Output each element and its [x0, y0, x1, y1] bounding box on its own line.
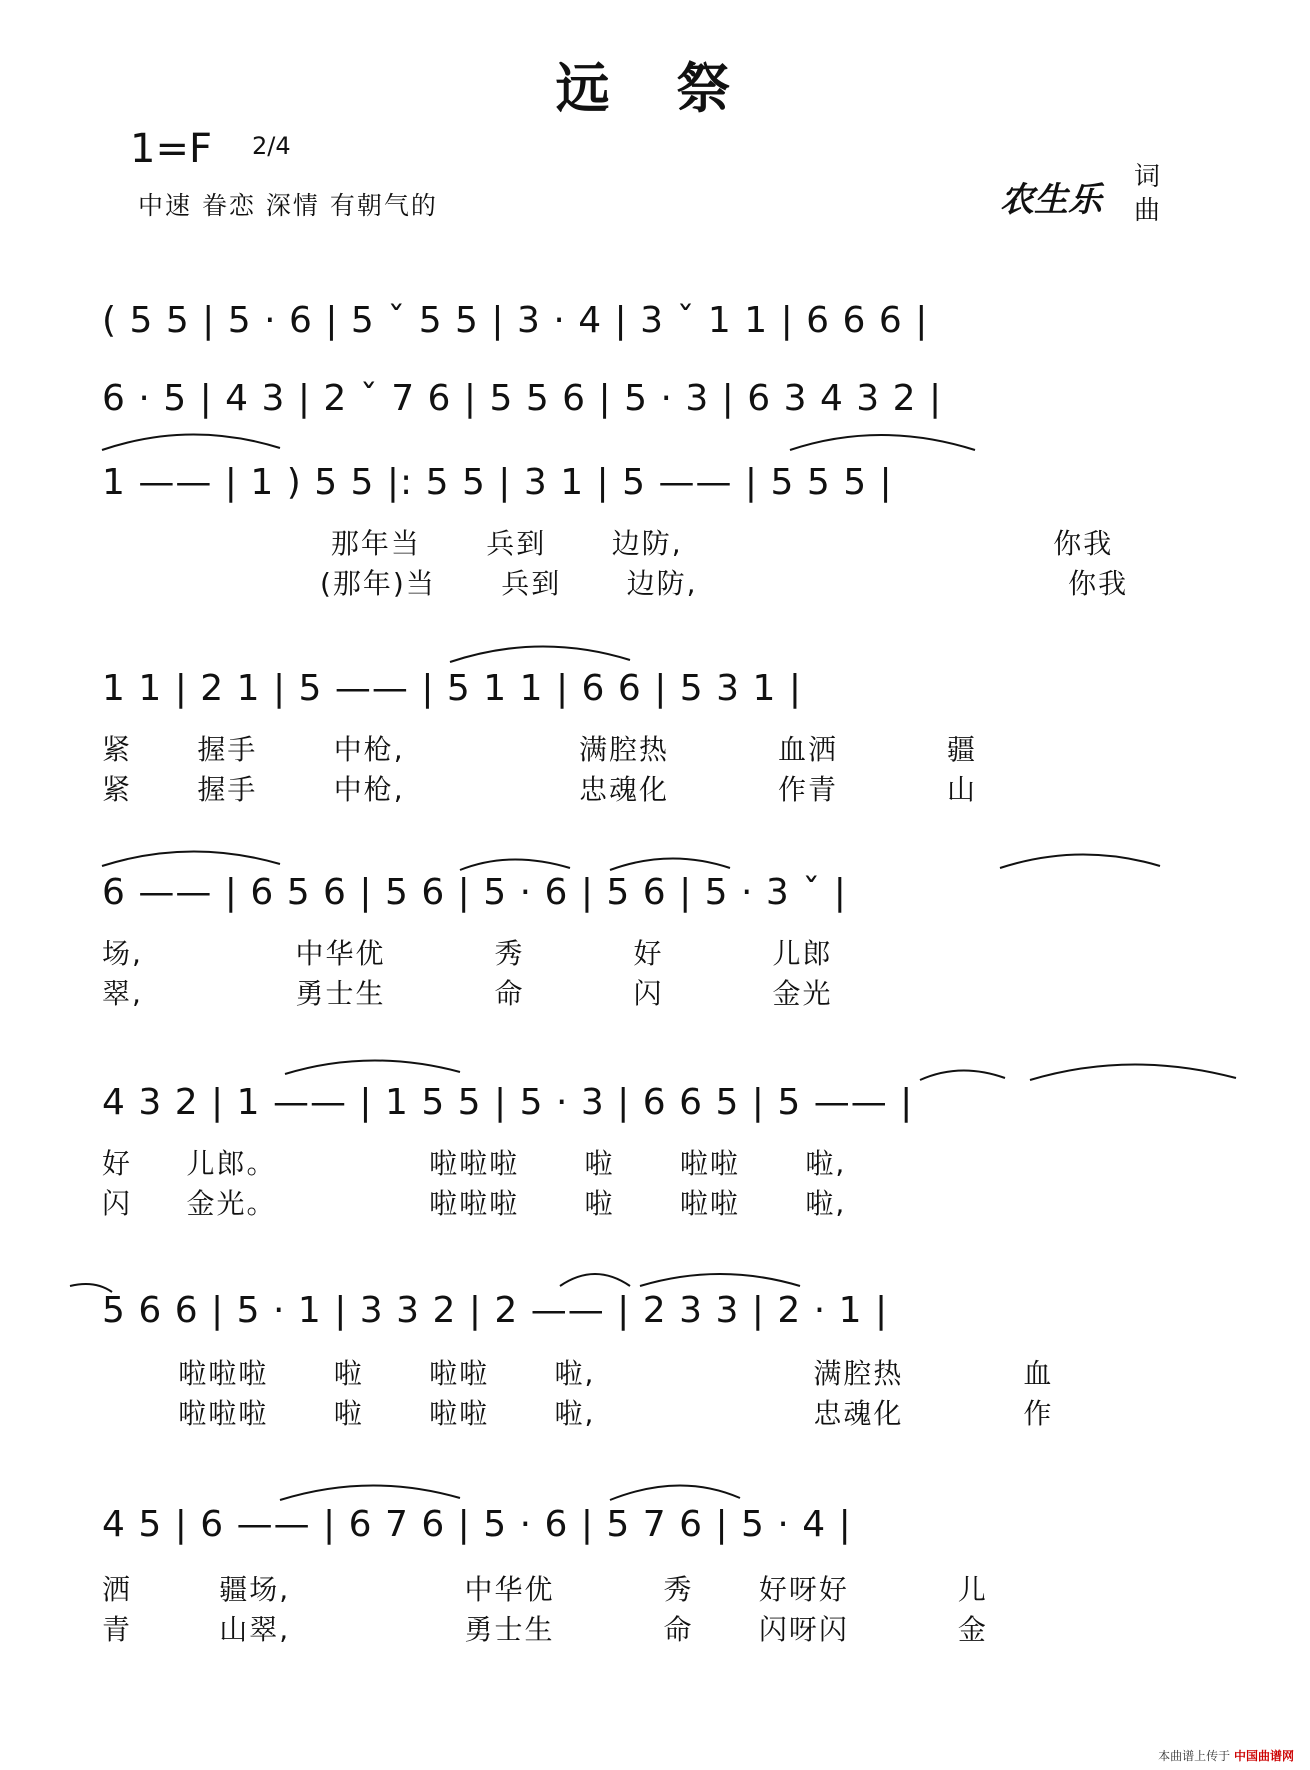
song-title: 远 祭	[555, 57, 755, 120]
lyrics-line-7a: 啦啦啦 啦 啦啦 啦, 满腔热 血	[102, 1357, 1054, 1390]
lyrics-line-4b: 紧 握手 中枪, 忠魂化 作青 山	[102, 773, 978, 806]
slur-arc	[450, 646, 630, 662]
notation-line-4: 1 1 | 2 1 | 5 —— | 5 1 1 | 6 6 | 5 3 1 |	[102, 668, 802, 709]
slur-arc	[610, 858, 730, 870]
notation-line-2: 6 · 5 | 4 3 | 2 ˇ 7 6 | 5 5 6 | 5 · 3 | 6 3 4 3 2 |	[102, 378, 943, 419]
lyrics-line-4a: 紧 握手 中枪, 满腔热 血洒 疆	[102, 733, 978, 766]
slur-arc	[640, 1274, 800, 1286]
slur-arc	[102, 851, 280, 866]
slur-arc	[285, 1060, 460, 1074]
footer-prefix: 本曲谱上传于	[1158, 1749, 1231, 1763]
lyrics-line-8b: 青 山翠, 勇士生 命 闪呀闪 金	[102, 1613, 988, 1646]
footer-site: 中国曲谱网	[1233, 1749, 1294, 1763]
notation-line-3: 1 —— | 1 ) 5 5 |: 5 5 | 3 1 | 5 —— | 5 5 5 |	[102, 462, 893, 503]
slur-arc	[70, 1284, 112, 1292]
slur-arc	[460, 859, 570, 870]
notation-line-8: 4 5 | 6 —— | 6 7 6 | 5 · 6 | 5 7 6 | 5 · 4 |	[102, 1504, 852, 1545]
lyrics-line-6b: 闪 金光。 啦啦啦 啦 啦啦 啦,	[102, 1187, 847, 1220]
notation-line-7: 5 6 6 | 5 · 1 | 3 3 2 | 2 —— | 2 3 3 | 2 · 1 |	[102, 1290, 889, 1331]
slur-arc	[920, 1070, 1005, 1080]
lyrics-line-6a: 好 儿郎。 啦啦啦 啦 啦啦 啦,	[102, 1147, 847, 1180]
author-name: 农生乐	[1000, 180, 1102, 220]
credit-music: 曲	[1134, 196, 1161, 226]
notation-line-1: ( 5 5 | 5 · 6 | 5 ˇ 5 5 | 3 · 4 | 3 ˇ 1 1 | 6 6 6 |	[102, 300, 929, 341]
source-footer	[1158, 1747, 1294, 1764]
lyrics-line-7b: 啦啦啦 啦 啦啦 啦, 忠魂化 作	[102, 1397, 1054, 1430]
lyrics-line-3b: (那年)当 兵到 边防, 你我	[102, 567, 1129, 600]
slur-arc	[560, 1274, 630, 1286]
slur-arc	[280, 1485, 460, 1500]
notation-line-5: 6 —— | 6 5 6 | 5 6 | 5 · 6 | 5 6 | 5 · 3 ˇ |	[102, 872, 847, 913]
slur-arc	[102, 434, 280, 450]
lyrics-line-5a: 场, 中华优 秀 好 儿郎	[102, 937, 833, 970]
lyrics-line-5b: 翠, 勇士生 命 闪 金光	[102, 977, 833, 1010]
notation-line-6: 4 3 2 | 1 —— | 1 5 5 | 5 · 3 | 6 6 5 | 5 —— |	[102, 1082, 914, 1123]
slur-arc	[1030, 1064, 1236, 1080]
tempo-marking: 中速 眷恋 深情 有朝气的	[138, 191, 438, 220]
key-signature: 1=F	[130, 126, 212, 172]
slur-arc	[610, 1485, 740, 1500]
slur-arc	[790, 435, 975, 450]
time-signature: 2/4	[252, 132, 291, 160]
lyrics-line-8a: 洒 疆场, 中华优 秀 好呀好 儿	[102, 1573, 988, 1606]
credit-lyric: 词	[1134, 162, 1161, 192]
slur-arc	[1000, 854, 1160, 868]
lyrics-line-3a: 那年当 兵到 边防, 你我	[102, 527, 1114, 560]
